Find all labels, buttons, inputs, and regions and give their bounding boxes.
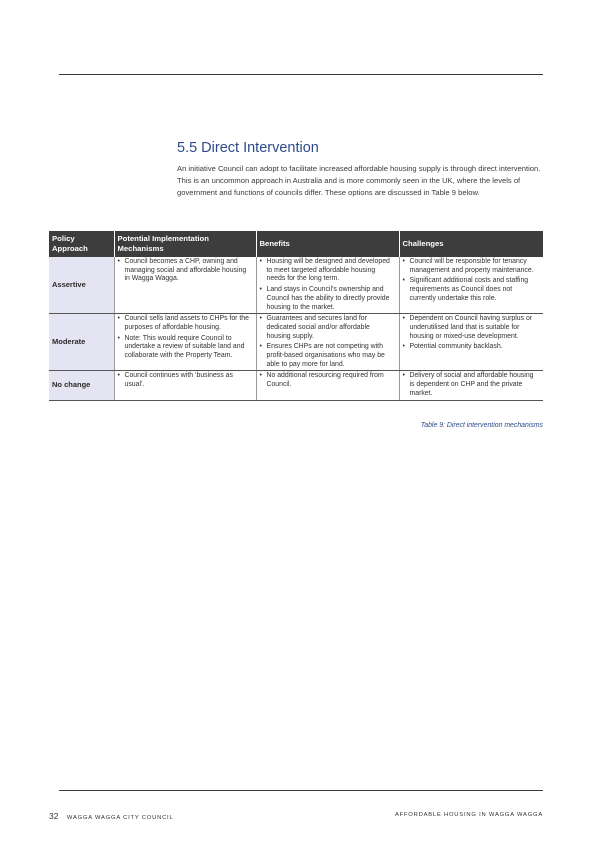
header-policy-approach: Policy Approach <box>49 231 114 257</box>
page-number: 32 <box>49 811 59 821</box>
policy-approach-cell: No change <box>49 371 114 400</box>
bullet-text: Council sells land assets to CHPs for the purposes of affordable housing. <box>124 315 249 331</box>
table-row <box>49 314 543 371</box>
bullet-point <box>118 372 253 389</box>
bullet-text: Guarantees and secures land for dedicated social and/or affordable housing supply. <box>266 315 370 340</box>
bullet-icon: • <box>402 258 405 265</box>
bullet-icon: • <box>259 258 262 265</box>
bullet-icon: • <box>402 343 405 351</box>
bullet-icon: • <box>259 286 262 294</box>
mechanisms-cell <box>114 314 256 371</box>
bullet-icon: • <box>259 315 262 323</box>
bullet-text: Housing will be designed and developed to meet targeted affordable housing needs for the long term. <box>266 258 390 283</box>
bullet-point <box>118 335 253 361</box>
bullet-icon: • <box>402 372 405 380</box>
footer-organisation: WAGGA WAGGA CITY COUNCIL <box>66 815 174 821</box>
bullet-text: Council becomes a CHP, owning and managing social and affordable housing in Wagga Wagga. <box>124 258 247 283</box>
challenges-cell <box>399 314 543 371</box>
bullet-text: Council continues with ‘business as usual’. <box>124 372 233 389</box>
bullet-text: Significant additional costs and staffing requirements as Council does not currently undertake this role. <box>409 277 529 302</box>
bullet-text: Dependent on Council having surplus or underutilised land that is suitable for housing or mixed-use development. <box>409 315 533 340</box>
benefits-cell <box>256 257 399 314</box>
bullet-icon: • <box>402 277 405 285</box>
bullet-icon: • <box>259 343 262 351</box>
bullet-text: Note: This would require Council to undertake a review of suitable land and collaborate with the Property Team. <box>124 334 245 360</box>
bullet-point <box>260 315 396 341</box>
bullet-point <box>260 286 396 312</box>
benefits-cell <box>256 314 399 371</box>
challenges-cell <box>399 371 543 400</box>
intro-paragraph: An initiative Council can adopt to facilitate increased affordable housing supply is through direct intervention. This is an uncommon approach in Australia and is more commonly seen in the UK, where the levels of government and functions of councils differ. These options are discussed in Table 9 below. <box>177 164 541 197</box>
footer-document-title: AFFORDABLE HOUSING IN WAGGA WAGGA <box>394 812 543 818</box>
bullet-point <box>403 258 541 275</box>
table-caption: Table 9: Direct intervention mechanisms <box>420 422 543 429</box>
bullet-icon: • <box>117 315 120 323</box>
header-challenges: Challenges <box>399 231 543 257</box>
bullet-text: Delivery of social and affordable housing is dependent on CHP and the private market. <box>409 372 534 397</box>
footer-left <box>49 811 174 821</box>
bottom-rule <box>59 790 543 791</box>
bullet-point <box>403 372 541 398</box>
bullet-point <box>260 372 396 389</box>
mechanisms-cell <box>114 257 256 314</box>
benefits-cell <box>256 371 399 400</box>
section-title: 5.5 Direct Intervention <box>177 140 319 156</box>
table-row <box>49 257 543 314</box>
bullet-point <box>403 277 541 303</box>
bullet-text: Potential community backlash. <box>409 343 503 351</box>
bullet-point <box>260 343 396 369</box>
policy-approach-cell: Assertive <box>49 257 114 314</box>
mechanisms-cell <box>114 371 256 400</box>
bullet-point <box>260 258 396 284</box>
policy-approach-cell: Moderate <box>49 314 114 371</box>
table-header-row <box>49 231 543 257</box>
header-benefits: Benefits <box>256 231 399 257</box>
bullet-text: No additional resourcing required from Council. <box>266 372 384 389</box>
bullet-text: Ensures CHPs are not competing with profit-based organisations who may be able to pay more for land. <box>266 343 385 368</box>
intervention-table <box>49 231 543 401</box>
bullet-point <box>118 258 253 284</box>
top-rule <box>59 74 543 75</box>
bullet-point <box>403 343 541 352</box>
bullet-icon: • <box>117 258 120 265</box>
bullet-icon: • <box>259 372 262 380</box>
bullet-point <box>403 315 541 341</box>
table-row <box>49 371 543 400</box>
bullet-icon: • <box>117 334 120 342</box>
bullet-point <box>118 315 253 332</box>
bullet-text: Council will be responsible for tenancy management and property maintenance. <box>409 258 534 274</box>
bullet-text: Land stays in Council’s ownership and Council has the ability to directly provide housing to the market. <box>266 286 390 311</box>
header-mechanisms: Potential Implementation Mechanisms <box>114 231 256 257</box>
bullet-icon: • <box>117 372 120 380</box>
bullet-icon: • <box>402 315 405 323</box>
challenges-cell <box>399 257 543 314</box>
